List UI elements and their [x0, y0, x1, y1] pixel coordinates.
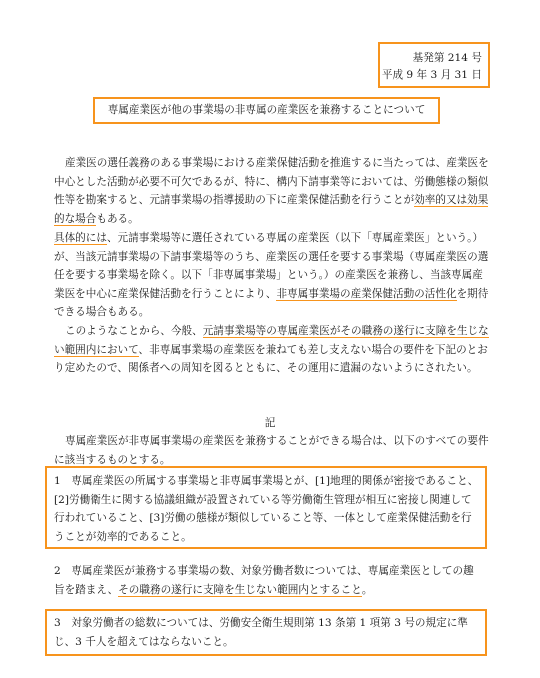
p2-highlight: 具体的には — [54, 232, 107, 244]
p2-text: 、元請事業場等に選任されている専属の産業医（以下「専属産業医」という。）が、当該元請事業場の下請事業場等のうち、産業医の選任を要する事業場（専属産業医の選任を要する事業場を除く。以下「非専属事業場」という。）の産業医を兼務し、当該専属産業医を中心に産業保健活動を行うことにより、 — [54, 232, 489, 300]
p3-text: このようなことから、今般、 — [65, 325, 203, 337]
item-2-end: 。 — [361, 583, 373, 596]
document-title: 専属産業医が他の事業場の非専属の産業医を兼務することについて — [93, 97, 440, 124]
item-3: 3 対象労働者の総数については、労働安全衛生規則第 13 条第 1 項第 3 号の規定に準じ、3 千人を超えてはならないこと。 — [54, 617, 468, 648]
p1-end: もある。 — [96, 212, 139, 225]
lead-paragraph — [54, 432, 490, 469]
intro-paragraph-3 — [54, 322, 490, 378]
intro-paragraph-2 — [54, 229, 490, 322]
item-2-highlight: その職務の遂行に支障を生じない範囲内とすること — [118, 583, 362, 596]
reference-box — [378, 42, 490, 88]
ki-heading: 記 — [264, 417, 276, 429]
p2-highlight-2: 非専属事業場の産業保健活動の活性化 — [276, 287, 457, 300]
p1-text: 産業医の選任義務のある事業場における産業保健活動を推進するに当たっては、産業医を中心とした活動が必要不可欠であるが、特に、構内下請事業等においては、労働態様の類似性等を勘案すると、元請事業場の指導援助の下に産業保健活動を行うことが — [54, 157, 489, 207]
item-2-text: 2 専属産業医が兼務する事業場の数、対象労働者数については、専属産業医としての趣旨を踏まえ、 — [54, 565, 474, 596]
p2-end: を期待できる場合もある。 — [54, 287, 489, 319]
lead-text: 専属産業医が非専属事業場の産業医を兼務することができる場合は、以下のすべての要件に該当するものとする。 — [54, 435, 489, 466]
p3-highlight: 元請事業場等の専属産業医がその職務の遂行に支障を生じない範囲内において — [54, 325, 489, 356]
intro-paragraph-1 — [54, 154, 490, 228]
document-date: 平成 9 年 3 月 31 日 — [381, 69, 482, 81]
p1-highlight: 効率的又は効果的な場合 — [54, 194, 489, 225]
p3-end: 、非専属事業場の産業医を兼ねても差し支えない場合の要件を下記のとおり定めたので、関係者への周知を図るとともに、その運用に遺漏のないようにされたい。 — [54, 343, 488, 375]
item-1: 1 専属産業医の所属する事業場と非専属事業場とが、[1]地理的関係が密接であること、[2]労働衛生に関する協議組織が設置されている等労働衛生管理が相互に密接し関連して行われていること、[3]労働の態様が類似していること等、一体として産業保健活動を行うことが効率的であること。 — [54, 475, 479, 543]
item-2 — [54, 562, 482, 599]
document-number: 基発第 214 号 — [412, 52, 482, 64]
